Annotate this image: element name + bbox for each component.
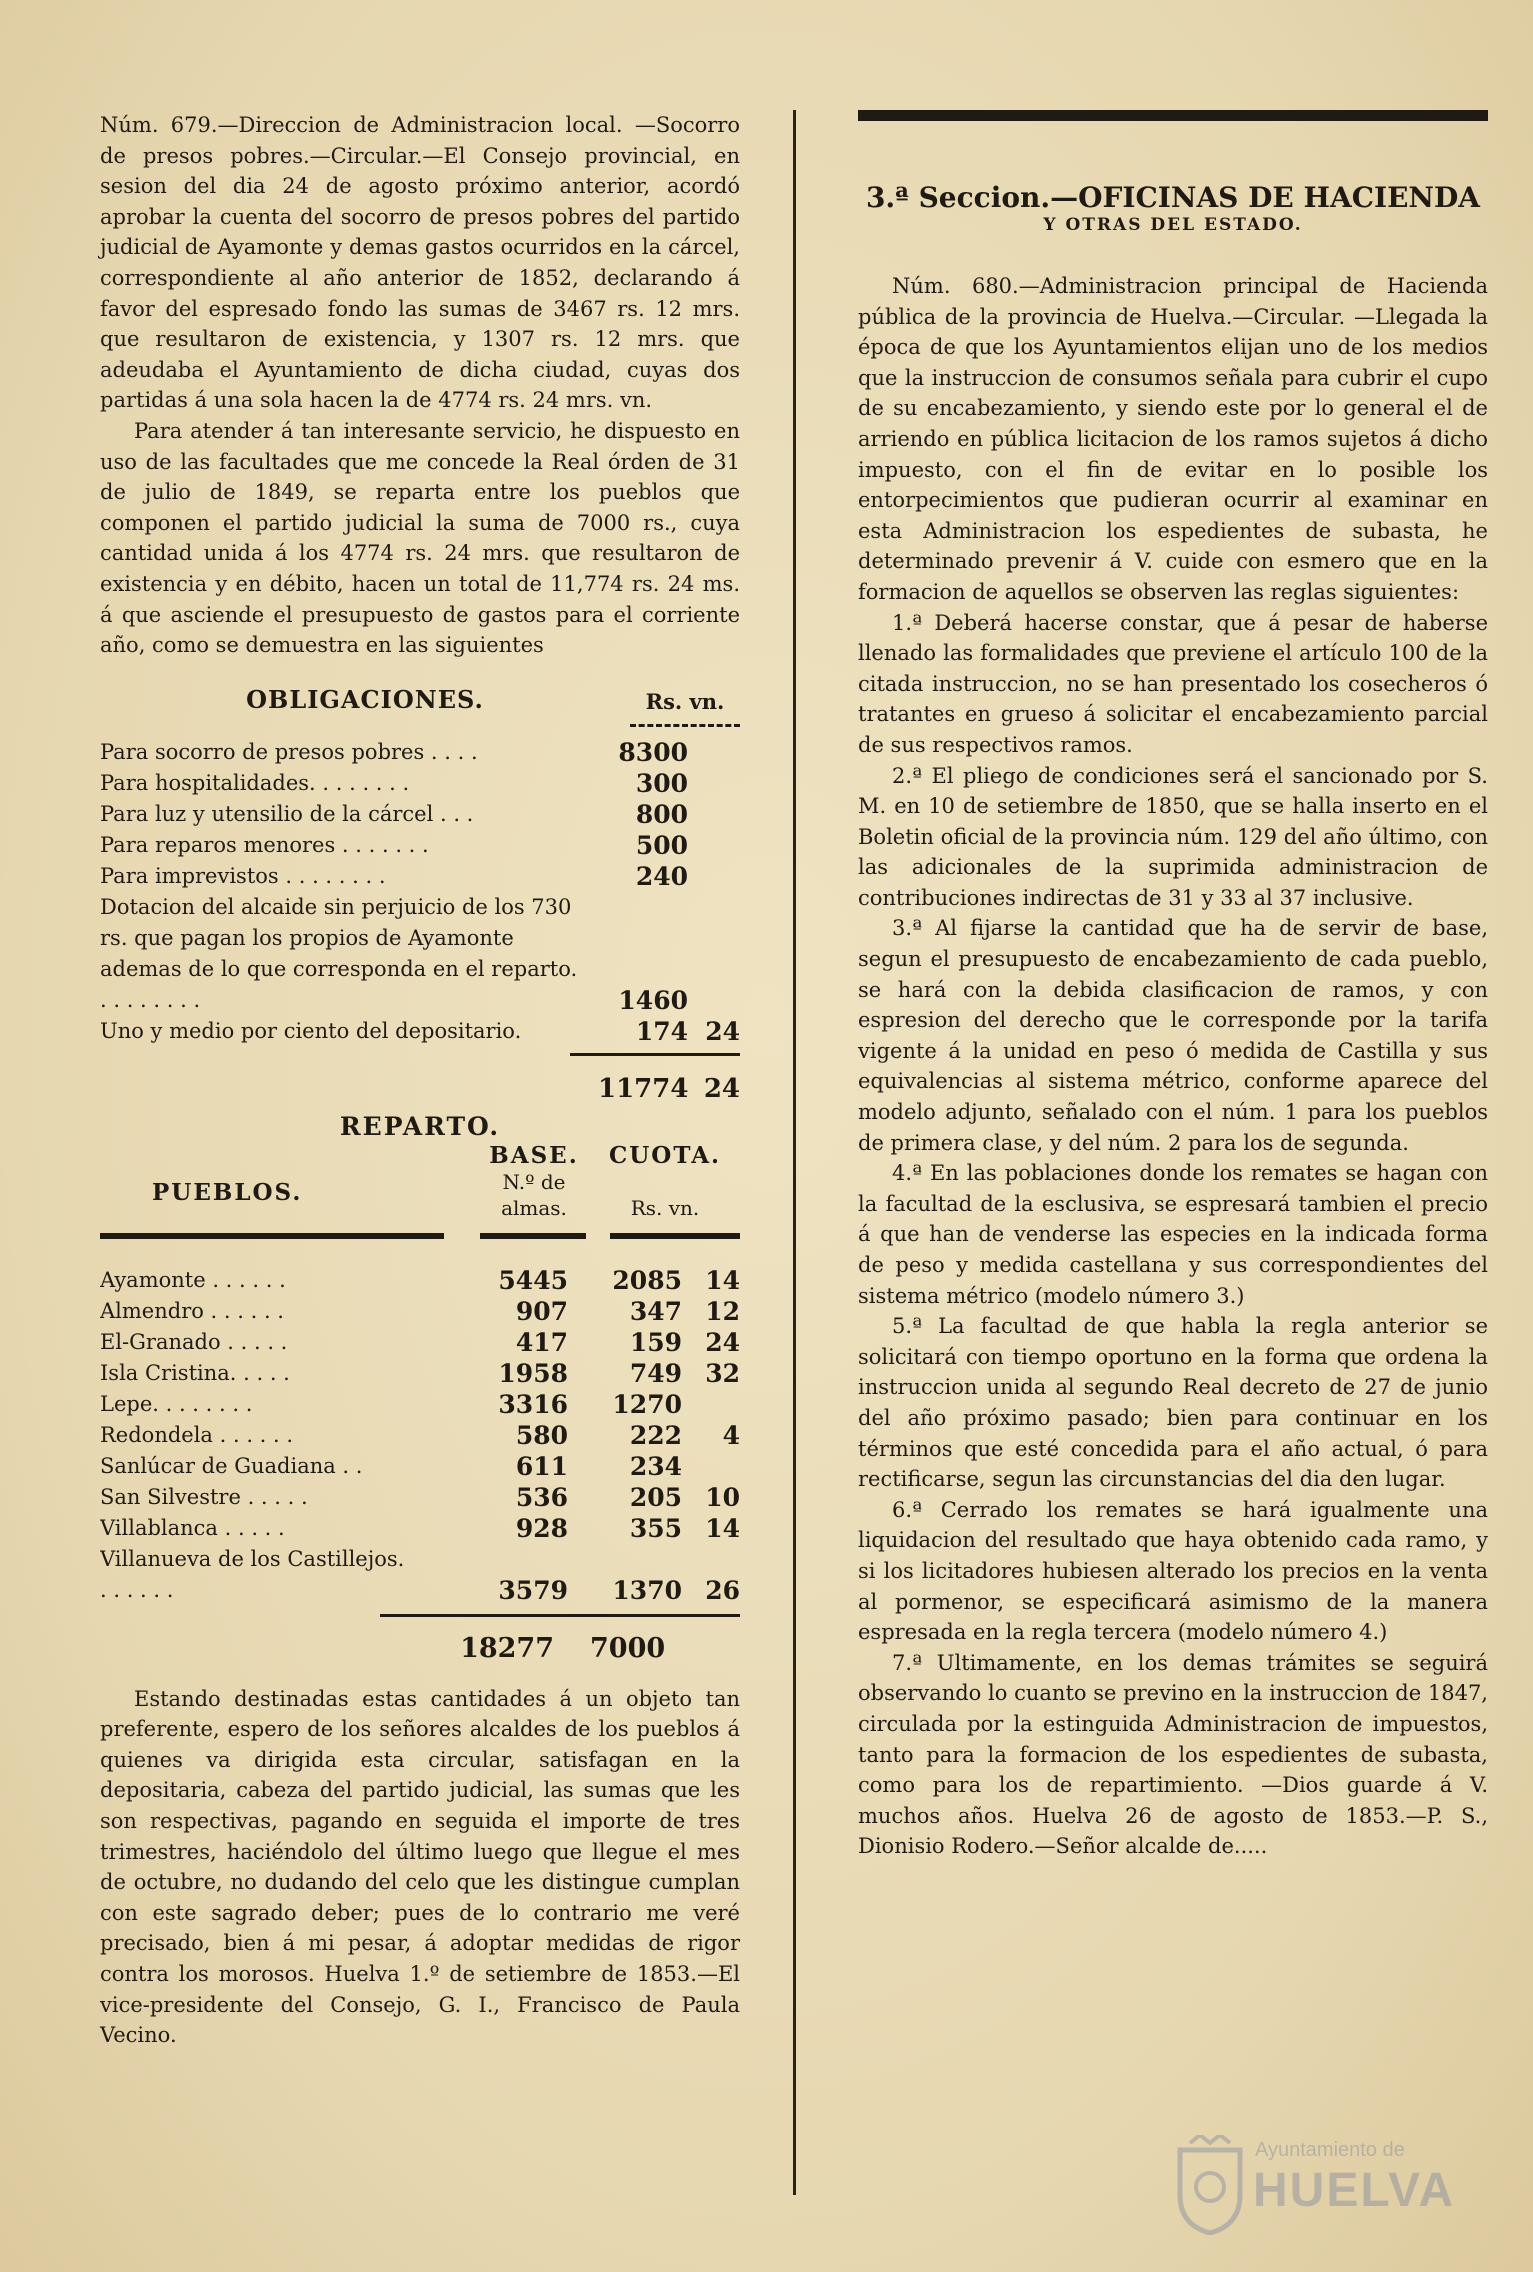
pueblo-cuota-fraction: 12 [705, 1296, 740, 1326]
column-divider [793, 110, 796, 2195]
pueblo-name: Lepe. . . . . . . . [100, 1391, 253, 1416]
watermark-line1: Ayuntamiento de [1255, 2139, 1405, 2161]
table-row [100, 892, 740, 1016]
pueblo-cuota-fraction [682, 1389, 740, 1420]
rule [480, 1233, 586, 1239]
table-row [100, 737, 740, 768]
pueblo-cuota: 1370 [612, 1575, 682, 1605]
pueblo-base: 5445 [498, 1265, 568, 1295]
table-row [100, 799, 740, 830]
table-row [100, 1265, 740, 1296]
row-label: Dotacion del alcaide sin perjuicio de los 730 rs. que pagan los propios de Ayamonte ademas de lo que corresponda en el reparto. . . . . . . . . [100, 894, 578, 1012]
row-value-fraction [688, 830, 740, 861]
total-base: 18277 [460, 1632, 554, 1664]
table-row [100, 1358, 740, 1389]
section-title: 3.ª Seccion.—OFICINAS DE HACIENDA [865, 181, 1481, 214]
row-value: 300 [635, 768, 688, 798]
table-row [100, 1327, 740, 1358]
pueblo-base: 611 [515, 1451, 568, 1481]
circular-680-intro: Núm. 680.—Administracion principal de Hacienda pública de la provincia de Huelva.—Circular. —Llegada la época de que los Ayuntamientos elijan uno de los medios que la instruccion de consumos señala para cubrir el cupo de su encabezamiento, y siendo este por lo general el de arriendo en pública licitacion de los ramos sujetos á dicho impuesto, con el fin de evitar en lo posible los entorpecimientos que pudieran ocurrir al examinar en esta Administracion los espedientes de subasta, he determinado prevenir á V. cuide con esmero que en la formacion de aquellos se observen las reglas siguientes: [858, 274, 1488, 604]
reparto-total [100, 1633, 740, 1664]
table-row [100, 830, 740, 861]
pueblo-base: 3316 [498, 1389, 568, 1419]
table-row [100, 1420, 740, 1451]
col-base-title: BASE. [489, 1141, 579, 1169]
pueblo-cuota-fraction: 24 [705, 1327, 740, 1357]
row-value-fraction [688, 737, 740, 768]
table-row [100, 1016, 740, 1047]
section-subtitle: Y OTRAS DEL ESTADO. [1043, 215, 1303, 235]
row-value: 240 [635, 861, 688, 891]
pueblo-cuota: 234 [629, 1451, 682, 1481]
table-row [100, 1296, 740, 1327]
pueblo-cuota: 159 [629, 1327, 682, 1357]
row-label: Para luz y utensilio de la cárcel . . . [100, 801, 474, 826]
reparto-rules [100, 1233, 740, 1239]
table-row [100, 1389, 740, 1420]
pueblo-cuota-fraction: 32 [705, 1358, 740, 1388]
coat-of-arms-icon [1175, 2135, 1245, 2235]
obligaciones-title: OBLIGACIONES. [246, 684, 484, 714]
watermark-line2: HUELVA [1253, 2164, 1456, 2217]
pueblo-base: 3579 [498, 1575, 568, 1605]
total-rule [380, 1614, 740, 1617]
col-cuota-sub: Rs. vn. [630, 1195, 700, 1220]
circular-679-body: Para atender á tan interesante servicio, he dispuesto en uso de las facultades que me concede la Real órden de 31 de julio de 1849, se reparta entre los pueblos que componen el partido judicial la suma de 7000 rs., cuya cantidad unida á los 4774 rs. 24 mrs. que resultaron de existencia y en débito, hacen un total de 11,774 rs. 24 ms. á que asciende el presupuesto de gastos para el corriente año, como se demuestra en las siguientes [100, 418, 740, 658]
row-value: 800 [635, 799, 688, 829]
pueblo-name: Villanueva de los Castillejos. . . . . . . [100, 1546, 405, 1602]
rule [610, 1233, 740, 1239]
pueblo-cuota-fraction [682, 1451, 740, 1482]
row-label: Para hospitalidades. . . . . . . . [100, 770, 410, 795]
pueblo-base: 928 [515, 1513, 568, 1543]
table-row [100, 1513, 740, 1544]
col-pueblos: PUEBLOS. [152, 1178, 303, 1206]
pueblo-cuota: 205 [629, 1482, 682, 1512]
pueblo-cuota-fraction: 4 [722, 1420, 740, 1450]
total-value: 11774 [598, 1073, 689, 1104]
row-label: Para socorro de presos pobres . . . . [100, 739, 478, 764]
row-value: 500 [635, 830, 688, 860]
table-row [100, 1482, 740, 1513]
pueblo-cuota: 347 [629, 1296, 682, 1326]
pueblo-cuota-fraction: 10 [705, 1482, 740, 1512]
rule [100, 1233, 444, 1239]
regla-2: 2.ª El pliego de condiciones será el sancionado por S. M. en 10 de setiembre de 1850, que se halla inserto en el Boletin oficial de la provincia núm. 129 del año último, con las adicionales de la suprimida administracion de contribuciones indirectas de 31 y 33 al 37 inclusive. [858, 763, 1488, 910]
pueblo-name: Sanlúcar de Guadiana . . [100, 1453, 363, 1478]
row-label: Uno y medio por ciento del depositario. [100, 1018, 522, 1043]
row-value-fraction: 24 [705, 1016, 740, 1046]
left-column [100, 110, 740, 2051]
regla-6: 6.ª Cerrado los remates se hará igualmente una liquidacion del resultado que haya obtenido cada ramo, y si los licitadores hubiesen alterado los precios en la venta al pormenor, se especificará asimismo de la manera espresada en la regla tercera (modelo número 4.) [858, 1497, 1488, 1645]
regla-4: 4.ª En las poblaciones donde los remates se hagan con la facultad de la esclusiva, se espresará tambien el precio á que han de venderse las especies en la indicada forma de peso y medida castellana y sus correspondientes del sistema métrico (modelo número 3.) [858, 1161, 1488, 1308]
obligaciones-unit: Rs. vn. [645, 688, 725, 714]
pueblo-name: San Silvestre . . . . . [100, 1484, 308, 1509]
row-label: Para reparos menores . . . . . . . [100, 832, 429, 857]
table-row [100, 1544, 740, 1606]
table-row [100, 1451, 740, 1482]
obligaciones-header [100, 685, 740, 714]
pueblo-base: 580 [515, 1420, 568, 1450]
section-rule [858, 110, 1488, 121]
circular-679-closing: Estando destinadas estas cantidades á un objeto tan preferente, espero de los señores alcaldes de los pueblos á quienes va dirigida esta circular, satisfagan en la depositaria, cabeza del partido judicial, las sumas que les son respectivas, pagando en seguida el importe de tres trimestres, haciéndolo del último luego que llegue el mes de octubre, no dudando del celo que les distingue cumplan con este sagrado deber; pues de lo contrario me veré precisado, bien á mi pesar, á adoptar medidas de rigor contra los morosos. Huelva 1.º de setiembre de 1853.—El vice-presidente del Consejo, G. I., Francisco de Paula Vecino. [100, 1686, 740, 2048]
row-value: 174 [635, 1016, 688, 1046]
pueblo-name: Ayamonte . . . . . . [100, 1267, 286, 1292]
regla-1: 1.ª Deberá hacerse constar, que á pesar de haberse llenado las formalidades que previene el artículo 100 de la citada instruccion, no se han presentado los cosecheros ó tratantes en grueso á solicitar el encabezamiento parcial de sus respectivos ramos. [858, 610, 1488, 757]
pueblo-cuota: 355 [629, 1513, 682, 1543]
row-value: 1460 [618, 985, 688, 1015]
col-cuota-title: CUOTA. [608, 1141, 722, 1169]
pueblo-cuota-fraction: 14 [705, 1513, 740, 1543]
archive-watermark [1175, 2135, 1475, 2245]
regla-7: 7.ª Ultimamente, en los demas trámites se seguirá observando lo cuanto se previno en la instruccion de 1847, circulada por la estinguida Administracion de impuestos, tanto para la formacion de los espedientes de subasta, como para los de repartimiento. —Dios guarde á V. muchos años. Huelva 26 de agosto de 1853.—P. S., Dionisio Rodero.—Señor alcalde de..... [858, 1650, 1488, 1859]
pueblo-name: Isla Cristina. . . . . [100, 1360, 290, 1385]
col-base [478, 1143, 590, 1221]
reparto-table [100, 1265, 740, 1664]
reparto-header [100, 1143, 740, 1221]
pueblo-cuota: 222 [629, 1420, 682, 1450]
pueblo-cuota: 1270 [612, 1389, 682, 1419]
row-value: 8300 [618, 737, 688, 767]
dash-rule [630, 724, 740, 727]
col-base-sub: N.º de almas. [501, 1169, 567, 1220]
table-row [100, 768, 740, 799]
pueblo-cuota: 749 [629, 1358, 682, 1388]
pueblo-base: 417 [515, 1327, 568, 1357]
regla-3: 3.ª Al fijarse la cantidad que ha de servir de base, segun el presupuesto de encabezamiento de cada pueblo, se hará con la debida clasificacion de ramos, y con espresion del derecho que le corresponde por la tarifa vigente á la unidad en peso ó medida de Castilla y sus equivalencias al sistema métrico, conforme aparece del modelo adjunto, señalado con el núm. 1 para los pueblos de primera clase, y del núm. 2 para los de segunda. [858, 916, 1488, 1155]
reparto-title: REPARTO. [339, 1111, 501, 1141]
row-value-fraction [688, 799, 740, 830]
pueblo-cuota-fraction: 14 [705, 1265, 740, 1295]
pueblo-cuota: 2085 [612, 1265, 682, 1295]
row-label: Para imprevistos . . . . . . . . [100, 863, 386, 888]
pueblo-cuota-fraction: 26 [705, 1575, 740, 1605]
row-value-fraction [688, 861, 740, 892]
obligaciones-total [100, 1074, 740, 1104]
circular-679-intro: Núm. 679.—Direccion de Administracion local. —Socorro de presos pobres.—Circular.—El Consejo provincial, en sesion del dia 24 de agosto próximo anterior, acordó aprobar la cuenta del socorro de presos pobres del partido judicial de Ayamonte y demas gastos ocurridos en la cárcel, correspondiente al año anterior de 1852, declarando á favor del espresado fondo las sumas de 3467 rs. 12 mrs. que resultaron de existencia, y 1307 rs. 12 mrs. que adeudaba el Ayuntamiento de dicha ciudad, cuyas dos partidas á una sola hacen la de 4774 rs. 24 mrs. vn. [100, 113, 740, 413]
pueblo-name: El-Granado . . . . . [100, 1329, 288, 1354]
total-value-fraction: 24 [703, 1073, 740, 1104]
total-rule [570, 1053, 740, 1056]
obligaciones-table [100, 737, 740, 1104]
row-value-fraction [688, 768, 740, 799]
regla-5: 5.ª La facultad de que habla la regla anterior se solicitará con tiempo oportuno en la forma que ordena la instruccion unida al segundo Real decreto de 27 de junio del año próximo pasado; bien para continuar en los términos que esté concedida para el año actual, ó para rectificarse, segun las circunstancias del dia den lugar. [858, 1314, 1488, 1492]
table-row [100, 861, 740, 892]
right-column [858, 110, 1488, 1862]
pueblo-name: Almendro . . . . . . [100, 1298, 284, 1323]
total-cuota: 7000 [590, 1632, 666, 1664]
pueblo-base: 1958 [498, 1358, 568, 1388]
pueblo-base: 907 [515, 1296, 568, 1326]
pueblo-name: Villablanca . . . . . [100, 1515, 285, 1540]
pueblo-base: 536 [515, 1482, 568, 1512]
col-cuota [590, 1143, 740, 1221]
pueblo-name: Redondela . . . . . . [100, 1422, 294, 1447]
